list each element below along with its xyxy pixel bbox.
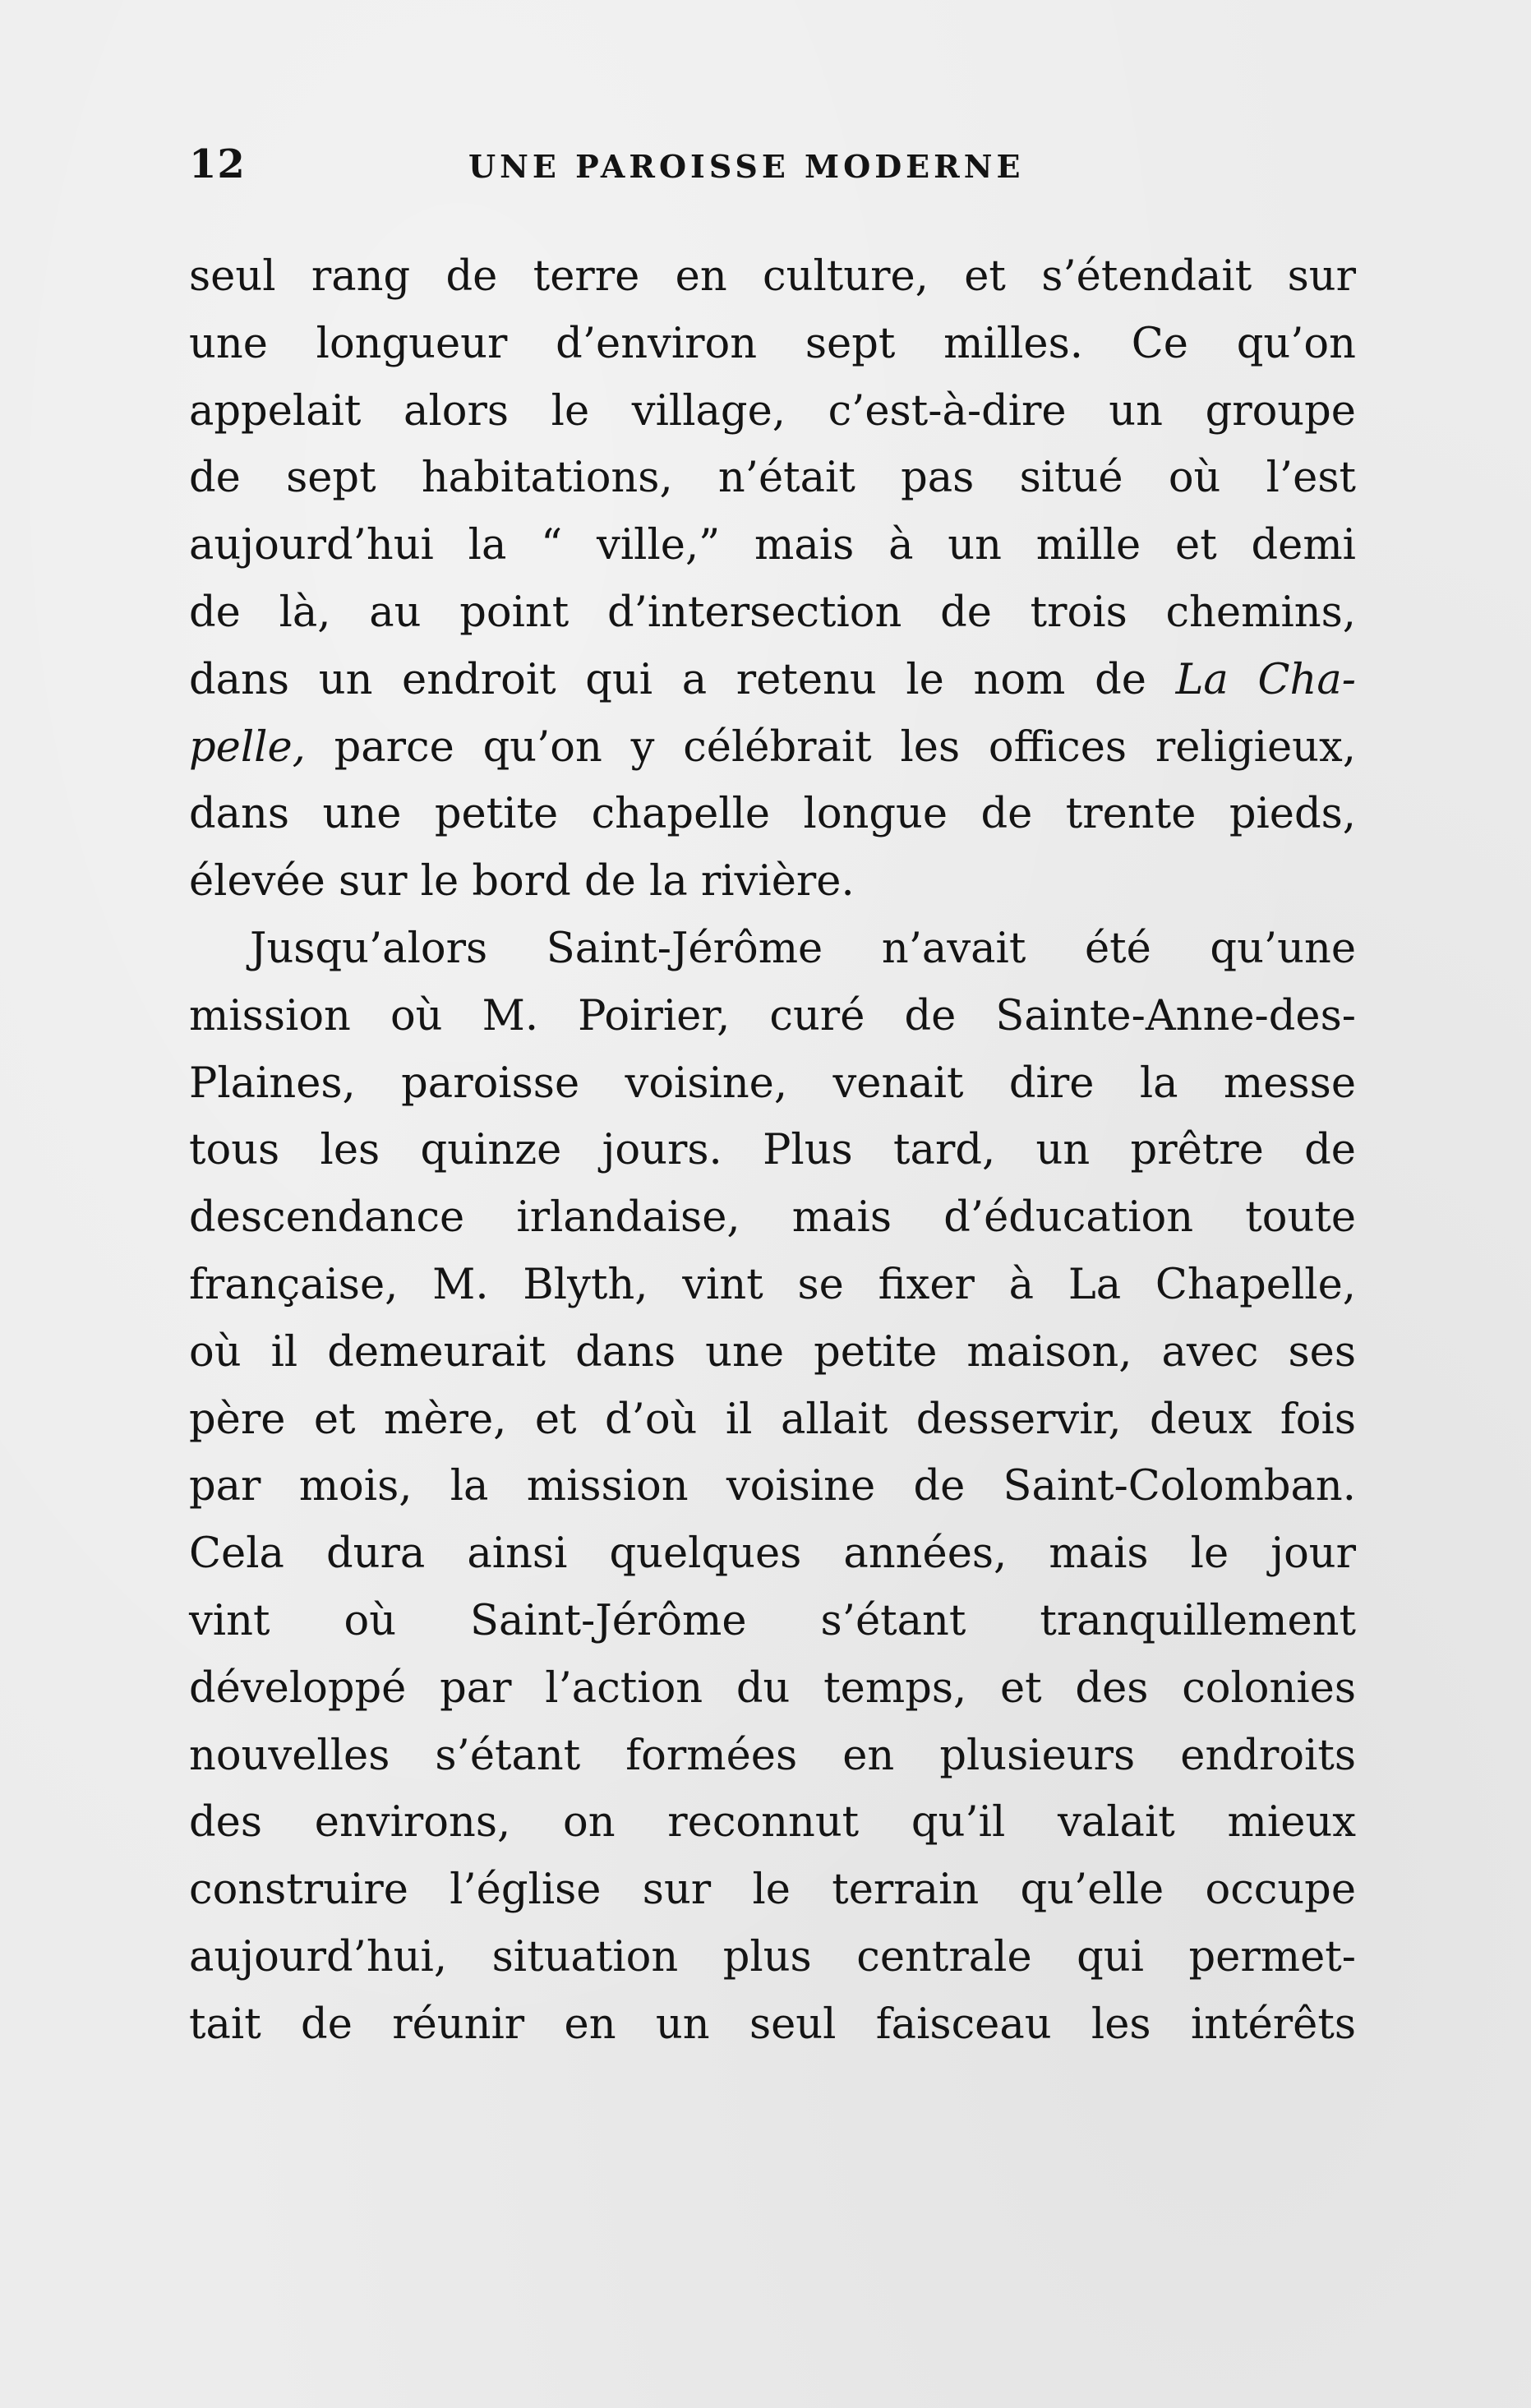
text-line: de sept habitations, n’était pas situé où l’est	[189, 454, 1356, 503]
page-header	[189, 141, 1356, 191]
body-text	[189, 243, 1356, 2059]
text-line: descendance irlandaise, mais d’éducation toute	[189, 1193, 1356, 1243]
line-text: parce qu’on y célébrait les offices religieux,	[334, 722, 1356, 772]
text-line: des environs, on reconnut qu’il valait mieux	[189, 1798, 1356, 1848]
text-line: tait de réunir en un seul faisceau les intérêts	[189, 2000, 1356, 2049]
paragraph-1	[189, 243, 1356, 916]
text-line: élevée sur le bord de la rivière.	[189, 857, 855, 906]
text-line: seul rang de terre en culture, et s’étendait sur	[189, 252, 1356, 301]
text-line: construire l’église sur le terrain qu’elle occupe	[189, 1866, 1356, 1915]
paragraph-2	[189, 916, 1356, 2059]
text-line: mission où M. Poirier, curé de Sainte-Anne-des-	[189, 991, 1356, 1040]
text-line: développé par l’action du temps, et des colonies	[189, 1663, 1356, 1713]
text-line: vint où Saint-Jérôme s’étant tranquillement	[189, 1596, 1356, 1645]
italic-place-name: La Cha-	[1175, 655, 1356, 704]
text-line: de là, au point d’intersection de trois chemins,	[189, 588, 1356, 637]
line-text: dans un endroit qui a retenu le nom de	[189, 655, 1146, 704]
text-line: aujourd’hui la “ ville,” mais à un mille et demi	[189, 521, 1356, 570]
text-line: aujourd’hui, situation plus centrale qui permet-	[189, 1932, 1356, 1981]
text-line: père et mère, et d’où il allait desservir, deux fois	[189, 1395, 1356, 1444]
text-line	[189, 647, 1356, 714]
text-line: tous les quinze jours. Plus tard, un prêtre de	[189, 1126, 1356, 1175]
page-number: 12	[189, 141, 246, 187]
text-line: Cela dura ainsi quelques années, mais le jour	[189, 1529, 1356, 1579]
text-line: appelait alors le village, c’est-à-dire un groupe	[189, 386, 1356, 436]
text-line: dans une petite chapelle longue de trente pieds,	[189, 790, 1356, 839]
text-line: où il demeurait dans une petite maison, avec ses	[189, 1327, 1356, 1377]
text-line: Jusqu’alors Saint-Jérôme n’avait été qu’une	[250, 924, 1356, 973]
text-line: nouvelles s’étant formées en plusieurs endroits	[189, 1731, 1356, 1780]
italic-place-name: pelle,	[189, 722, 306, 772]
text-line	[189, 714, 1356, 782]
text-line: Plaines, paroisse voisine, venait dire la messe	[189, 1059, 1356, 1108]
text-line: une longueur d’environ sept milles. Ce qu’on	[189, 319, 1356, 368]
running-title: UNE PAROISSE MODERNE	[468, 148, 1025, 185]
text-line: par mois, la mission voisine de Saint-Colomban.	[189, 1462, 1356, 1511]
text-line: française, M. Blyth, vint se fixer à La Chapelle,	[189, 1260, 1356, 1309]
